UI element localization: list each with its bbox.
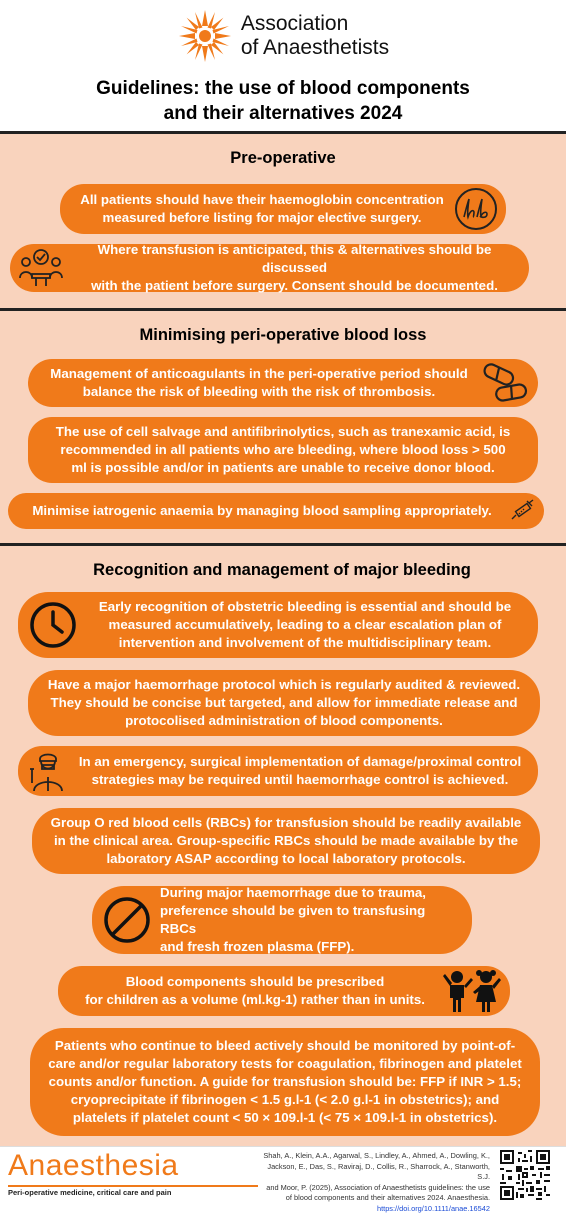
organisation-name-line1: Association [241,12,389,36]
guideline-line: Have a major haemorrhage protocol which is regularly audited & reviewed. [38,676,530,694]
guideline-item [58,966,510,1016]
guideline-text [38,676,530,730]
clock-icon [28,600,78,650]
prohibited-icon [102,895,152,945]
citation-line: of blood components and their alternatives 2024. Anaesthesia. [258,1193,490,1204]
guideline-line: preference should be given to transfusing RBCs [160,902,460,938]
guideline-line: Patients who continue to bleed actively should be monitored by point-of- [40,1037,530,1055]
guideline-item [60,184,506,234]
journal-title: Anaesthesia [8,1149,179,1183]
guideline-line: counts and/or function. A guide for transfusion should be: FFP if INR > 1.5; [40,1073,530,1091]
organisation-name-line2: of Anaesthetists [241,36,389,60]
guideline-line: platelets if platelet count < 50 × 109.l-1 (< 75 × 109.l-1 in obstetrics). [40,1109,530,1127]
guideline-line: cryoprecipitate if fibrinogen < 1.5 g.l-1 (< 2.0 g.l-1 in obstetrics); and [40,1091,530,1109]
association-logo-icon [177,8,233,64]
guideline-text [42,814,530,868]
guideline-line: protocolised administration of blood components. [38,712,530,730]
footer [0,1146,566,1200]
journal-rule [8,1185,258,1187]
qr-code-icon[interactable] [500,1150,550,1200]
guideline-text [42,365,476,401]
guideline-item [18,746,538,796]
guideline-line: intervention and involvement of the multidisciplinary team. [84,634,526,652]
guideline-line: All patients should have their haemoglobin concentration [76,191,448,209]
guideline-item [32,808,540,874]
guideline-text [70,241,519,295]
section-title: Pre-operative [0,149,566,168]
guideline-text [72,973,438,1009]
section-title: Minimising peri-operative blood loss [0,326,566,345]
guideline-item [18,592,538,658]
journal-subtitle: Peri-operative medicine, critical care and pain [8,1188,171,1197]
guideline-text [76,191,448,227]
guideline-line: Blood components should be prescribed [72,973,438,991]
guideline-item [28,359,538,407]
guideline-line: measured accumulatively, leading to a clear escalation plan of [84,616,526,634]
guideline-line: They should be concise but targeted, and allow for immediate release and [38,694,530,712]
guideline-item [92,886,472,954]
guideline-line: for children as a volume (ml.kg-1) rather than in units. [72,991,438,1009]
guideline-item [10,244,529,292]
section-title: Recognition and management of major bleeding [0,561,566,580]
guideline-line: strategies may be required until haemorrhage control is achieved. [74,771,526,789]
guideline-line: recommended in all patients who are bleeding, where blood loss > 500 [42,441,524,459]
page-title-line1: Guidelines: the use of blood components [0,76,566,101]
guideline-line: The use of cell salvage and antifibrinolytics, such as tranexamic acid, is [42,423,524,441]
guideline-line: measured before listing for major elective surgery. [76,209,448,227]
pill-capsule-icon [482,362,528,404]
page-title [0,76,566,126]
guideline-line: ml is possible and/or in patients are unable to receive donor blood. [42,459,524,477]
guideline-line: Minimise iatrogenic anaemia by managing blood sampling appropriately. [18,502,506,520]
header [0,0,566,132]
doi-link[interactable]: https://doi.org/10.1111/anae.16542 [258,1204,490,1214]
guideline-text [40,1037,530,1127]
guideline-line: Where transfusion is anticipated, this & alternatives should be discussed [70,241,519,277]
consultation-icon [18,248,64,288]
guideline-line: laboratory ASAP according to local laboratory protocols. [42,850,530,868]
guideline-line: During major haemorrhage due to trauma, [160,884,460,902]
guideline-text [18,502,506,520]
section-major-bleeding [0,546,566,1146]
guideline-line: with the patient before surgery. Consent should be documented. [70,277,519,295]
hb-icon [454,187,498,231]
citation-line: Shah, A., Klein, A.A., Agarwal, S., Lindley, A., Ahmed, A., Dowling, K., [258,1151,490,1162]
guideline-line: balance the risk of bleeding with the risk of thrombosis. [42,383,476,401]
guideline-text [84,598,526,652]
section-pre-operative [0,134,566,308]
guideline-line: care and/or regular laboratory tests for coagulation, fibrinogen and platelet [40,1055,530,1073]
section-minimising-blood-loss [0,311,566,543]
guideline-line: In an emergency, surgical implementation of damage/proximal control [74,753,526,771]
citation-line: and Moor, P. (2025), Association of Anaesthetists guidelines: the use [258,1183,490,1194]
surgeon-icon [28,749,68,793]
page-title-line2: and their alternatives 2024 [0,101,566,126]
guideline-text [42,423,524,477]
guideline-line: Management of anticoagulants in the peri-operative period should [42,365,476,383]
citation [258,1151,490,1214]
guideline-item [30,1028,540,1136]
guideline-item [28,417,538,483]
syringe-icon [510,499,536,523]
children-icon [442,968,502,1014]
guideline-text [74,753,526,789]
guideline-item [28,670,540,736]
organisation-name [241,12,389,60]
guideline-line: Early recognition of obstetric bleeding is essential and should be [84,598,526,616]
citation-line: Jackson, E., Das, S., Raviraj, D., Collis, R., Sharrock, A., Stanworth, S.J. [258,1162,490,1183]
guideline-line: Group O red blood cells (RBCs) for transfusion should be readily available [42,814,530,832]
logo [0,8,566,64]
guideline-text [160,884,460,956]
guideline-line: and fresh frozen plasma (FFP). [160,938,460,956]
guideline-line: in the clinical area. Group-specific RBCs should be made available by the [42,832,530,850]
guideline-item [8,493,544,529]
